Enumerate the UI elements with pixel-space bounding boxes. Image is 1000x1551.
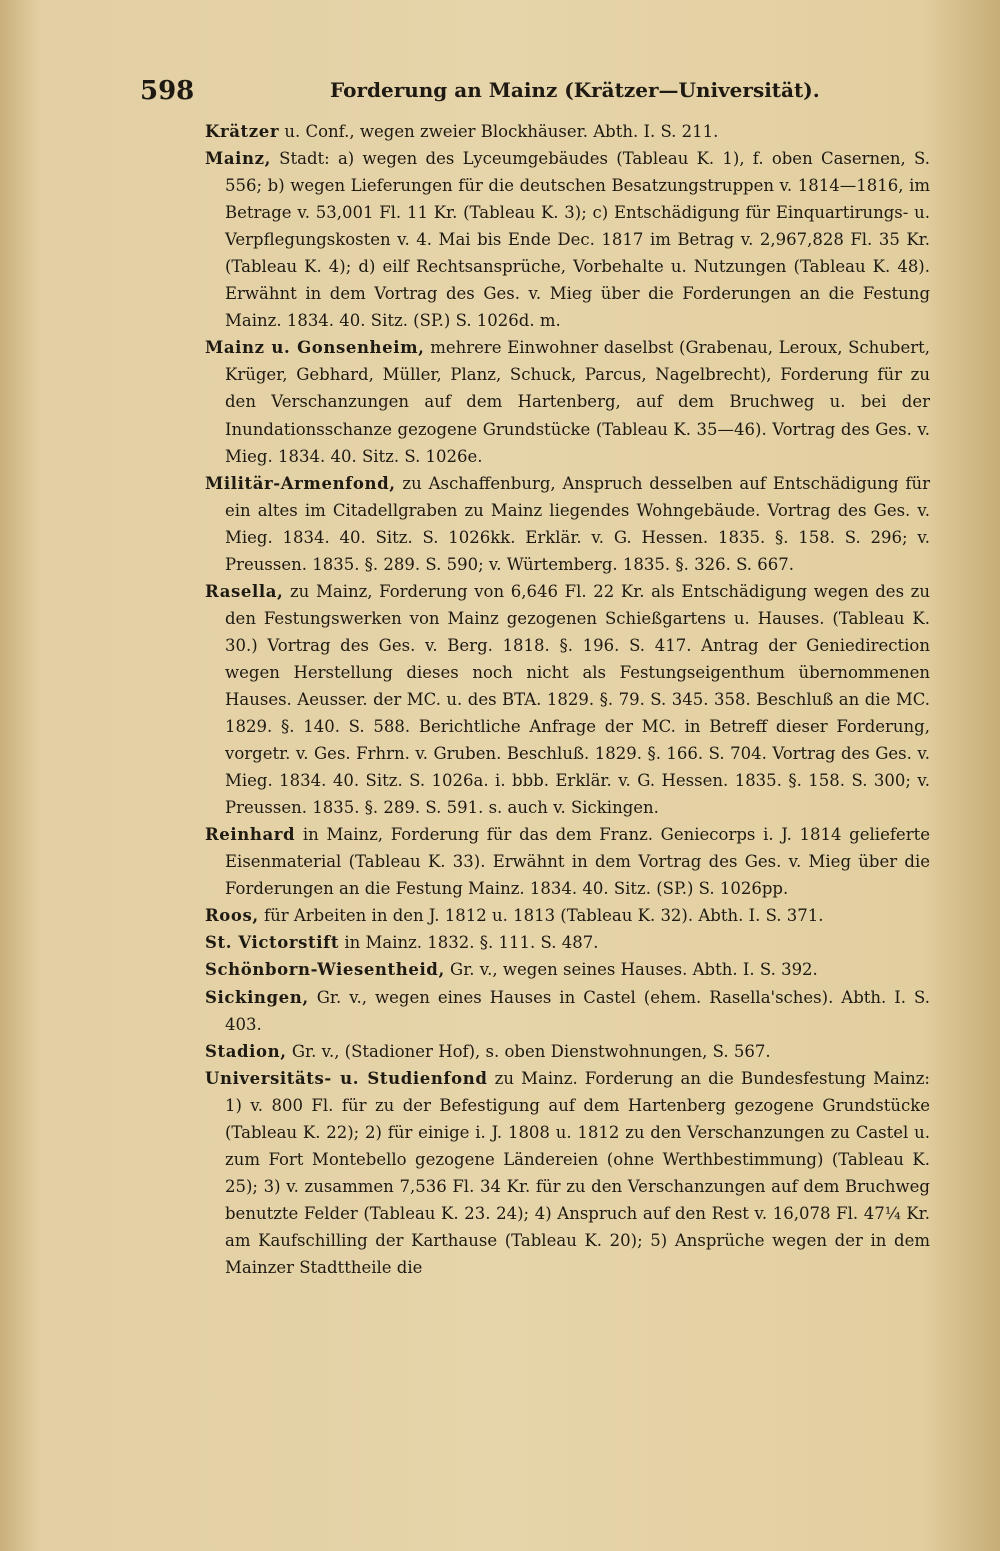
index-entry — [205, 145, 930, 334]
entry-body: zu Mainz. Forderung an die Bundesfestung Mainz: 1) v. 800 Fl. für zu der Befestigung auf dem Hartenberg gezogene Grundstücke (Tableau K. 22); 2) für einige i. J. 1808 u. 1812 zu den Verschanzungen zu Castel u. zum Fort Montebello gezogene Ländereien (ohne Werthbestimmung) (Tableau K. 25); 3) v. zusammen 7,536 Fl. 34 Kr. für zu den Verschanzungen auf dem Bruchweg benutzte Felder (Tableau K. 23. 24); 4) Anspruch auf den Rest v. 16,078 Fl. 47¼ Kr. am Kaufschilling der Karthause (Tableau K. 20); 5) Ansprüche wegen der in dem Mainzer Stadttheile die — [225, 1068, 930, 1277]
entry-body: in Mainz, Forderung für das dem Franz. Geniecorps i. J. 1814 gelieferte Eisenmaterial (Tableau K. 33). Erwähnt in dem Vortrag des Ges. v. Mieg über die Forderungen an die Festung Mainz. 1834. 40. Sitz. (SP.) S. 1026pp. — [225, 825, 930, 899]
index-entry — [205, 578, 930, 821]
entry-body: Gr. v., wegen seines Hauses. Abth. I. S. 392. — [444, 960, 818, 980]
entry-body: zu Mainz, Forderung von 6,646 Fl. 22 Kr. als Entschädigung wegen des zu den Festungswerken von Mainz gezogenen Schießgartens u. Hauses. (Tableau K. 30.) Vortrag des Ges. v. Berg. 1818. §. 196. S. 417. Antrag der Geniedirection wegen Herstellung dieses noch nicht als Festungseigenthum übernommenen Hauses. Aeusser. der MC. u. des BTA. 1829. §. 79. S. 345. 358. Beschluß an die MC. 1829. §. 140. S. 588. Berichtliche Anfrage der MC. in Betreff dieser Forderung, vorgetr. v. Ges. Frhrn. v. Gruben. Beschluß. 1829. §. 166. S. 704. Vortrag des Ges. v. Mieg. 1834. 40. Sitz. S. 1026a. i. bbb. Erklär. v. G. Hessen. 1835. §. 158. S. 300; v. Preussen. 1835. §. 289. S. 591. s. auch v. Sickingen. — [225, 581, 930, 818]
entry-head: Roos, — [205, 906, 259, 926]
index-entry — [205, 334, 930, 469]
index-entry — [205, 902, 930, 929]
index-entry — [205, 470, 930, 578]
entry-body: Stadt: a) wegen des Lyceumgebäudes (Tableau K. 1), f. oben Casernen, S. 556; b) wegen Lieferungen für die deutschen Besatzungstruppen v. 1814—1816, im Betrage v. 53,001 Fl. 11 Kr. (Tableau K. 3); c) Entschädigung für Einquartirungs- u. Verpflegungskosten v. 4. Mai bis Ende Dec. 1817 im Betrag v. 2,967,828 Fl. 35 Kr. (Tableau K. 4); d) eilf Rechtsansprüche, Vorbehalte u. Nutzungen (Tableau K. 48). Erwähnt in dem Vortrag des Ges. v. Mieg über die Forderungen an die Festung Mainz. 1834. 40. Sitz. (SP.) S. 1026d. m. — [225, 149, 930, 331]
index-entry — [205, 1065, 930, 1281]
entry-body: Gr. v., wegen eines Hauses in Castel (ehem. Rasella'sches). Abth. I. S. 403. — [225, 987, 930, 1034]
index-entry — [205, 821, 930, 902]
running-title: Forderung an Mainz (Krätzer—Universität). — [330, 78, 820, 102]
entry-head: Krätzer — [205, 122, 280, 141]
index-entry — [205, 929, 930, 956]
page-header — [140, 76, 940, 116]
index-entry — [205, 118, 930, 145]
entry-body: Gr. v., (Stadioner Hof), s. oben Dienstwohnungen, S. 567. — [286, 1041, 771, 1061]
entry-head: Mainz, — [205, 149, 271, 169]
entry-head: Rasella, — [205, 581, 284, 601]
index-entries — [205, 118, 930, 1281]
entry-body: zu Aschaffenburg, Anspruch desselben auf Entschädigung für ein altes im Citadellgraben zu Mainz liegendes Wohngebäude. Vortrag des Ges. v. Mieg. 1834. 40. Sitz. S. 1026kk. Erklär. v. G. Hessen. 1835. §. 158. S. 296; v. Preussen. 1835. §. 289. S. 590; v. Würtemberg. 1835. §. 326. S. 667. — [225, 473, 930, 574]
entry-head: Reinhard — [205, 825, 296, 845]
entry-head: St. Victorstift — [205, 933, 340, 953]
index-entry — [205, 984, 930, 1038]
entry-head: Stadion, — [205, 1041, 287, 1061]
entry-body: für Arbeiten in den J. 1812 u. 1813 (Tableau K. 32). Abth. I. S. 371. — [258, 906, 824, 926]
entry-head: Militär-Armenfond, — [205, 473, 396, 493]
index-entry — [205, 1038, 930, 1065]
entry-body: mehrere Einwohner daselbst (Grabenau, Leroux, Schubert, Krüger, Gebhard, Müller, Planz, Schuck, Parcus, Nagelbrecht), Forderung für zu den Verschanzungen auf dem Hartenberg, auf dem Bruchweg u. bei der Inundationsschanze gezogene Grundstücke (Tableau K. 35—46). Vortrag des Ges. v. Mieg. 1834. 40. Sitz. S. 1026e. — [225, 338, 931, 466]
entry-head: Schönborn-Wiesentheid, — [205, 960, 445, 980]
page-number: 598 — [140, 76, 195, 106]
entry-head: Sickingen, — [205, 987, 309, 1007]
entry-body: in Mainz. 1832. §. 111. S. 487. — [339, 933, 599, 953]
index-entry — [205, 956, 930, 983]
entry-head: Mainz u. Gonsenheim, — [205, 338, 425, 358]
entry-body: u. Conf., wegen zweier Blockhäuser. Abth. I. S. 211. — [279, 122, 719, 141]
entry-head: Universitäts- u. Studienfond — [205, 1068, 488, 1088]
